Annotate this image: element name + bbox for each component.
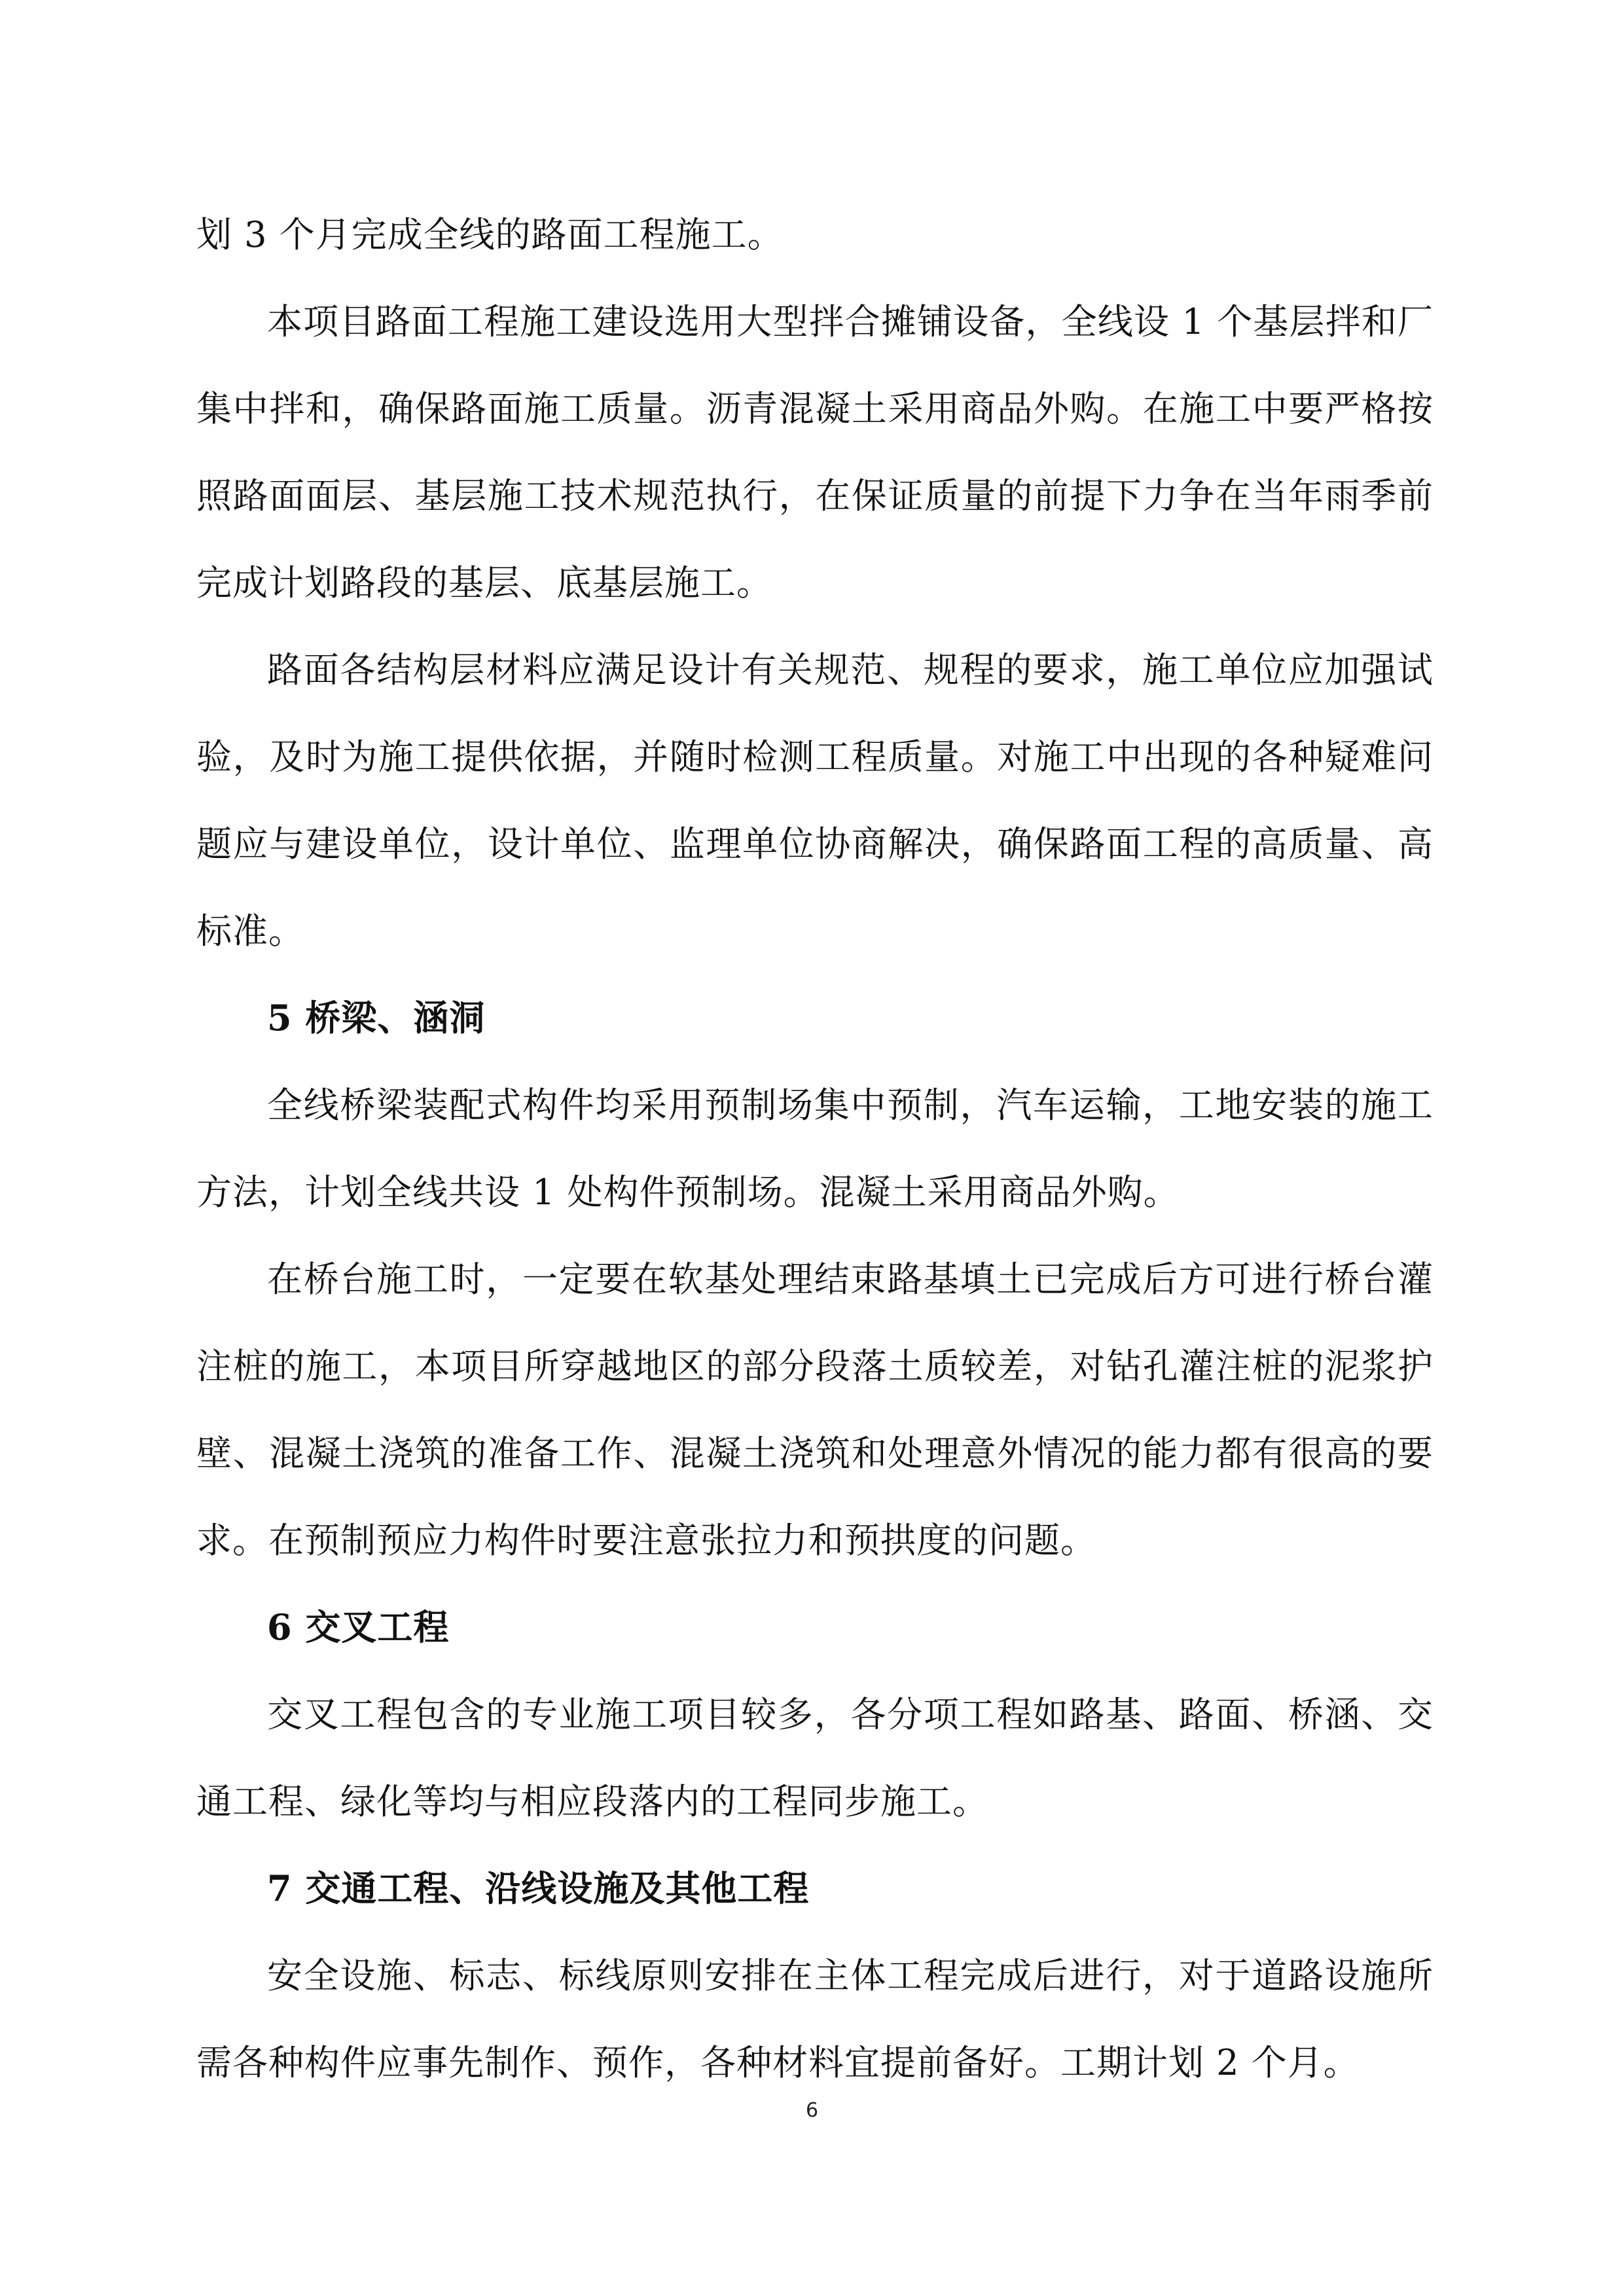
page-number: 6 — [805, 2099, 819, 2122]
section-heading-interchange: 6 交叉工程 — [267, 1606, 450, 1648]
paragraph-pavement-materials: 路面各结构层材料应满足设计有关规范、规程的要求，施工单位应加强试验，及时为施工提供依据，并随时检测工程质量。对施工中出现的各种疑难问题应与建设单位，设计单位、监理单位协商解决，确保路面工程的高质量、高标准。 — [196, 649, 1434, 952]
section-heading-bridges: 5 桥梁、涵洞 — [267, 997, 486, 1039]
page-body — [196, 191, 1434, 2106]
paragraph-abutment-piles: 在桥台施工时，一定要在软基处理结束路基填土已完成后方可进行桥台灌注桩的施工，本项目所穿越地区的部分段落土质较差，对钻孔灌注桩的泥浆护壁、混凝土浇筑的准备工作、混凝土浇筑和处理意外情况的能力都有很高的要求。在预制预应力构件时要注意张拉力和预拱度的问题。 — [196, 1259, 1434, 1561]
paragraph-continuation: 划 3 个月完成全线的路面工程施工。 — [196, 214, 784, 255]
paragraph-bridge-prefab: 全线桥梁装配式构件均采用预制场集中预制，汽车运输，工地安装的施工方法，计划全线共设 1 处构件预制场。混凝土采用商品外购。 — [196, 1085, 1434, 1213]
paragraph-interchange: 交叉工程包含的专业施工项目较多，各分项工程如路基、路面、桥涵、交通工程、绿化等均与相应段落内的工程同步施工。 — [196, 1694, 1434, 1822]
paragraph-pavement-equipment: 本项目路面工程施工建设选用大型拌合摊铺设备，全线设 1 个基层拌和厂集中拌和，确保路面施工质量。沥青混凝土采用商品外购。在施工中要严格按照路面面层、基层施工技术规范执行，在保证质量的前提下力争在当年雨季前完成计划路段的基层、底基层施工。 — [196, 301, 1434, 603]
paragraph-traffic-facilities: 安全设施、标志、标线原则安排在主体工程完成后进行，对于道路设施所需各种构件应事先制作、预作，各种材料宜提前备好。工期计划 2 个月。 — [196, 1955, 1434, 2083]
section-heading-traffic: 7 交通工程、沿线设施及其他工程 — [267, 1867, 810, 1909]
